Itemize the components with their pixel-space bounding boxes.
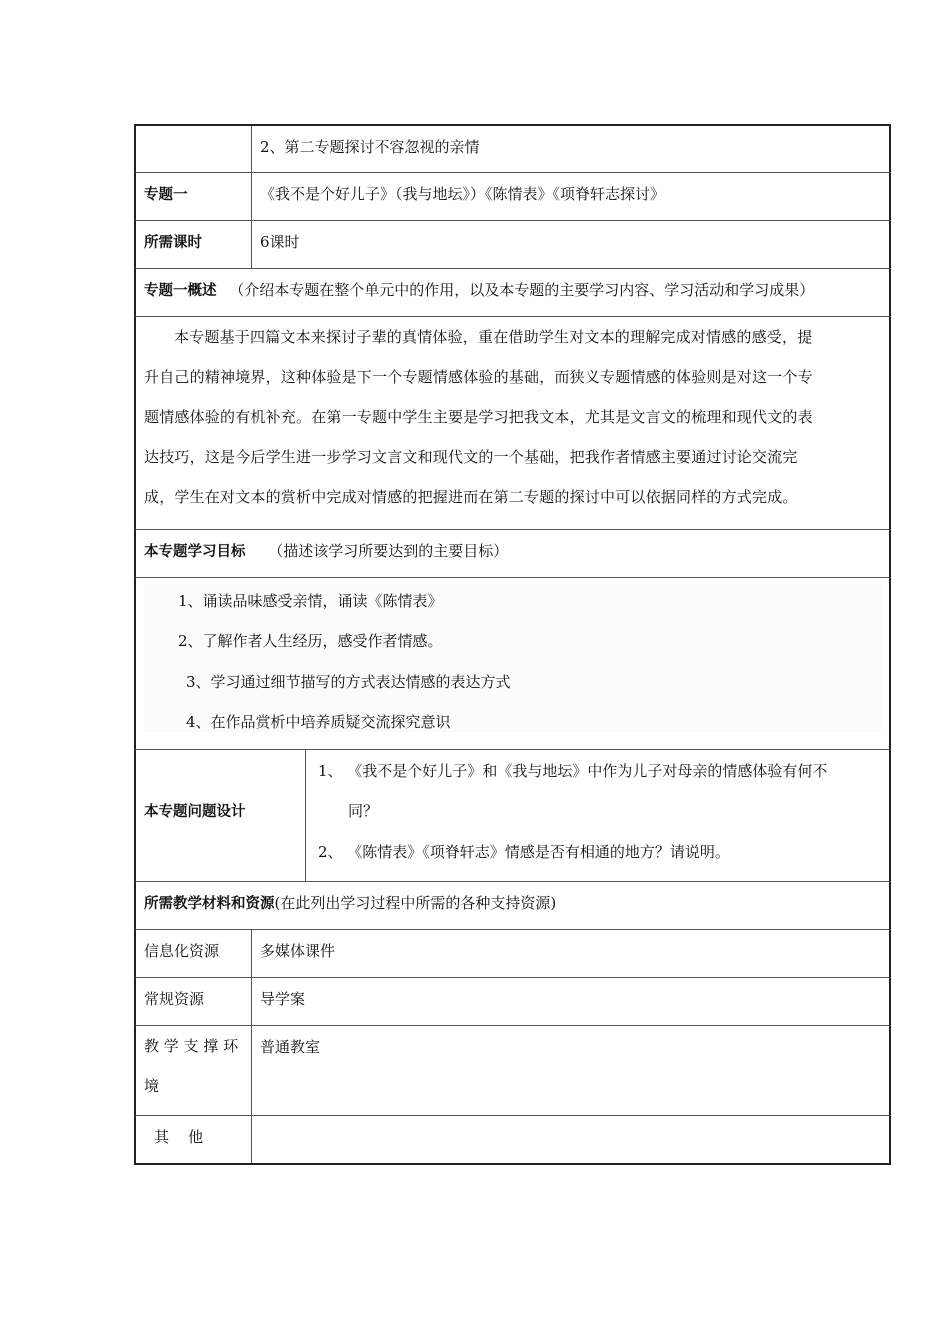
materials-hint: (在此列出学习过程中所需的各种支持资源) bbox=[274, 894, 557, 912]
questions-cell bbox=[306, 750, 889, 881]
topic-label: 专题一 bbox=[136, 173, 252, 220]
env-value: 普通教室 bbox=[260, 1038, 321, 1056]
env-label-cell bbox=[136, 1026, 252, 1115]
row-overview-body bbox=[134, 316, 891, 529]
questions-label-cell bbox=[136, 750, 306, 881]
topic-value: 《我不是个好儿子》（我与地坛》）《陈情表》《项脊轩志探讨》 bbox=[260, 185, 666, 203]
row-regular bbox=[134, 977, 891, 1025]
other-value bbox=[252, 1116, 889, 1163]
cell-intro: 2、第二专题探讨不容忽视的亲情 bbox=[260, 138, 480, 156]
overview-line: 成，学生在对文本的赏析中完成对情感的把握进而在第二专题的探讨中可以依据同样的方式完成。 bbox=[144, 488, 798, 506]
regular-label: 常规资源 bbox=[136, 978, 252, 1025]
overview-hint: （介绍本专题在整个单元中的作用，以及本专题的主要学习内容、学习活动和学习成果） bbox=[229, 281, 815, 299]
row-environment bbox=[134, 1025, 891, 1115]
cell-empty bbox=[136, 126, 252, 172]
overview-line: 升自己的精神境界，这种体验是下一个专题情感体验的基础，而狭义专题情感的体验则是对这一个专 bbox=[144, 368, 813, 386]
lesson-plan-table bbox=[134, 124, 891, 1165]
env-label: 教 学 支 撑 环 bbox=[144, 1037, 239, 1055]
row-materials-header bbox=[134, 881, 891, 929]
question-line: 2、 《陈情表》《项脊轩志》情感是否有相通的地方？请说明。 bbox=[318, 843, 730, 861]
row-info bbox=[134, 929, 891, 977]
goals-hint: （描述该学习所要达到的主要目标） bbox=[268, 542, 509, 560]
row-questions bbox=[134, 749, 891, 881]
overview-line: 本专题基于四篇文本来探讨子辈的真情体验，重在借助学生对文本的理解完成对情感的感受，提 bbox=[174, 328, 813, 346]
row-topic bbox=[134, 172, 891, 220]
goals-label: 本专题学习目标 bbox=[144, 544, 246, 560]
goals-box bbox=[144, 584, 881, 732]
other-label: 其 他 bbox=[136, 1116, 252, 1163]
overview-label: 专题一概述 bbox=[144, 283, 217, 299]
row-hours bbox=[134, 220, 891, 268]
materials-label: 所需教学材料和资源 bbox=[144, 896, 275, 912]
question-line: 同？ bbox=[348, 802, 379, 820]
question-line: 1、 《我不是个好儿子》和《我与地坛》中作为儿子对母亲的情感体验有何不 bbox=[318, 762, 828, 780]
overview-line: 达技巧，这是今后学生进一步学习文言文和现代文的一个基础，把我作者情感主要通过讨论交流完 bbox=[144, 448, 798, 466]
goal-item: 2、了解作者人生经历，感受作者情感。 bbox=[178, 632, 443, 650]
goal-item: 1、诵读品味感受亲情，诵读《陈情表》 bbox=[178, 592, 443, 610]
row-goals-body bbox=[134, 577, 891, 749]
overview-paragraph bbox=[136, 317, 889, 517]
env-label: 境 bbox=[144, 1077, 160, 1095]
info-label: 信息化资源 bbox=[136, 930, 252, 977]
overview-line: 题情感体验的有机补充。在第一专题中学生主要是学习把我文本，尤其是文言文的梳理和现代文的表 bbox=[144, 408, 813, 426]
row-other bbox=[134, 1115, 891, 1165]
goal-item: 4、在作品赏析中培养质疑交流探究意识 bbox=[186, 713, 451, 731]
row-overview-header bbox=[134, 268, 891, 316]
info-value: 多媒体课件 bbox=[260, 942, 336, 960]
row-goals-header bbox=[134, 529, 891, 577]
regular-value: 导学案 bbox=[260, 990, 306, 1008]
questions-label: 本专题问题设计 bbox=[144, 804, 246, 820]
row-intro bbox=[134, 124, 891, 172]
hours-value: 6课时 bbox=[260, 233, 300, 251]
hours-label: 所需课时 bbox=[136, 221, 252, 268]
goal-item: 3、学习通过细节描写的方式表达情感的表达方式 bbox=[186, 673, 511, 691]
